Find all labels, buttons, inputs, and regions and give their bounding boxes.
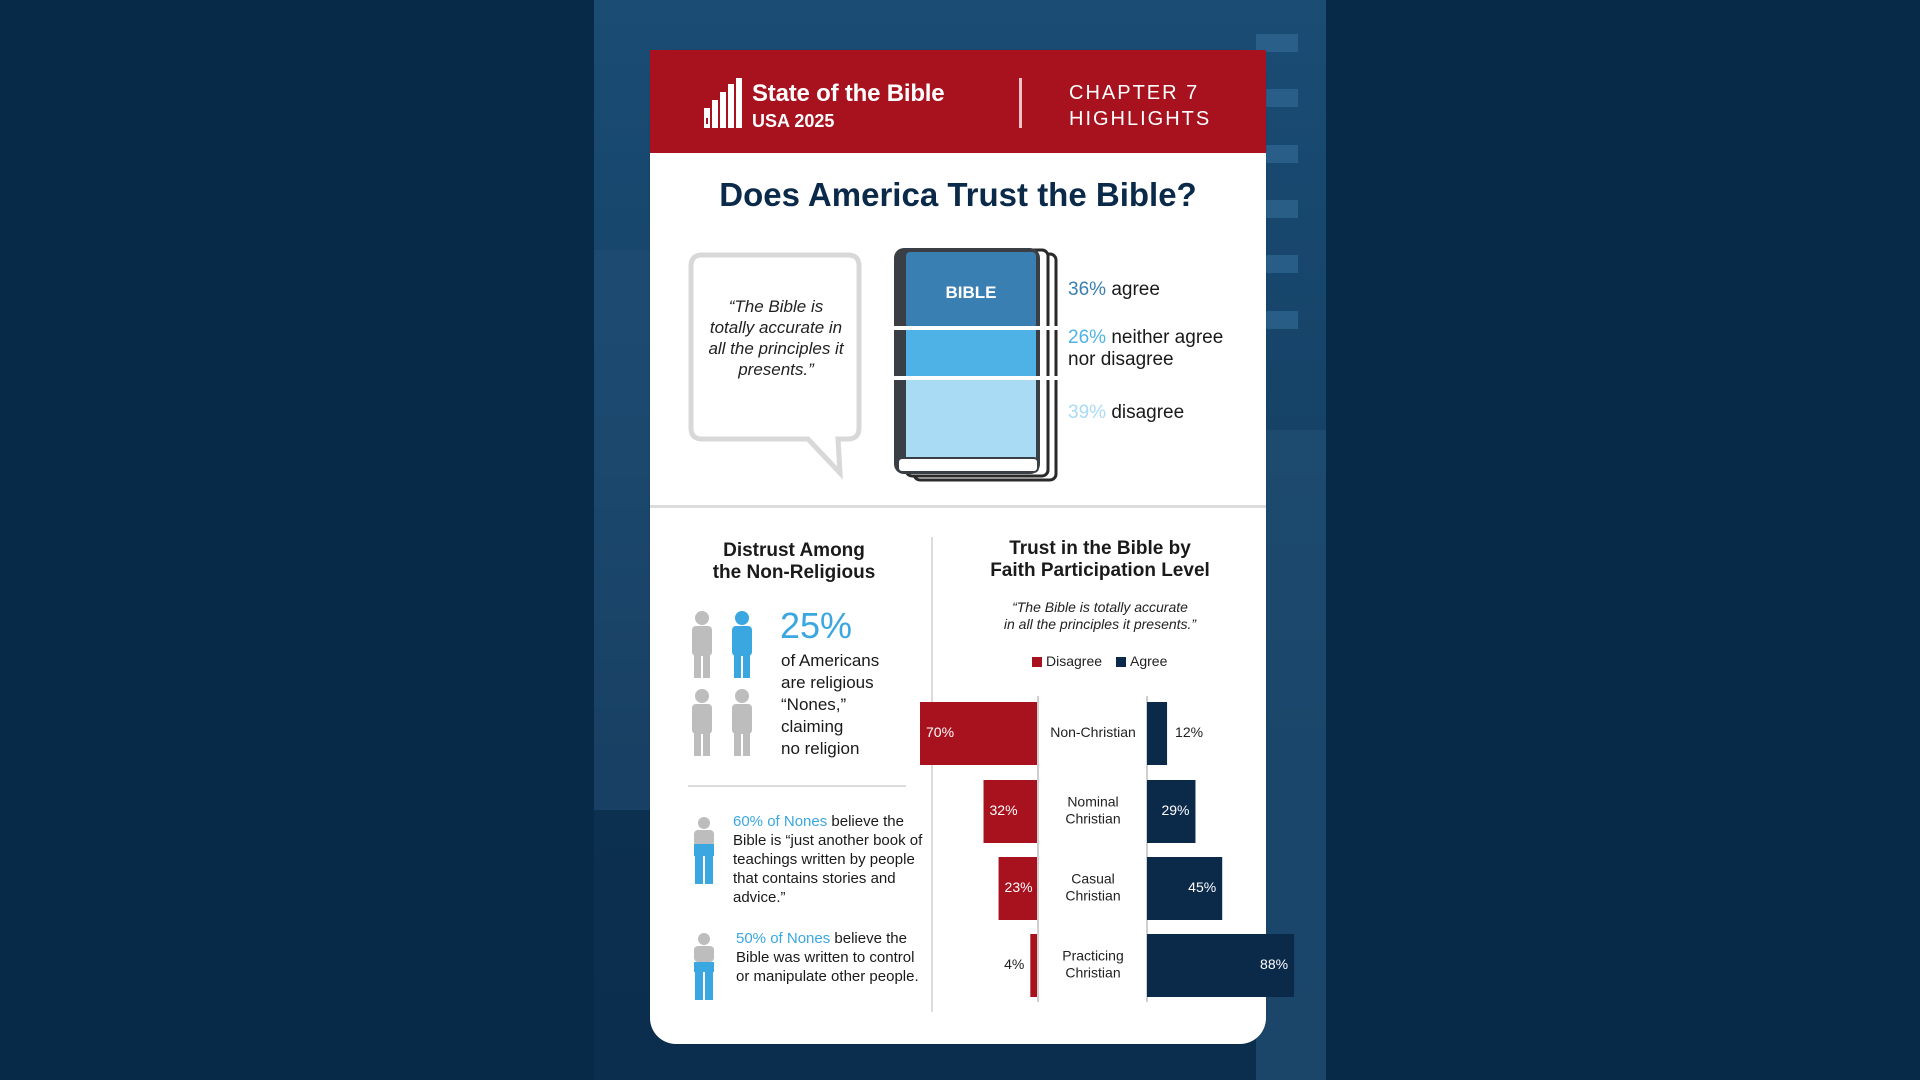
- data-label-agree-3: 88%: [1260, 956, 1289, 973]
- data-label-disagree-1: 32%: [989, 802, 1018, 819]
- category-label-1: Nominal: [1067, 793, 1119, 810]
- stat-label-cont: nor disagree: [1068, 349, 1174, 370]
- belief-highlight: 60% of Nones: [733, 813, 828, 830]
- quote-text: “The Bible is totally accurate in all the principles it presents.”: [708, 297, 844, 379]
- belief-text: believe the Bible was written to control or manipulate other people.: [736, 930, 919, 985]
- category-label-2: Casual: [1071, 870, 1115, 887]
- title-line: Trust in the Bible by: [1009, 538, 1191, 559]
- chapter-line: HIGHLIGHTS: [1069, 108, 1212, 130]
- title-line: Distrust Among: [723, 540, 865, 561]
- text-line: of Americans: [781, 651, 880, 670]
- category-label-1: Christian: [1065, 810, 1121, 827]
- bar-agree-0: [1147, 702, 1167, 765]
- bar-disagree-3: [1030, 934, 1037, 997]
- data-label-disagree-2: 23%: [1004, 879, 1033, 896]
- page-title: Does America Trust the Bible?: [719, 176, 1197, 213]
- text-line: “Nones,”: [781, 695, 847, 714]
- belief-text: believe the Bible is “just another book of teachings written by people that contains stories and advice.”: [733, 813, 923, 906]
- brand-title: State of the Bible: [752, 80, 945, 107]
- data-label-agree-1: 29%: [1161, 802, 1190, 819]
- chapter-line: CHAPTER 7: [1069, 82, 1200, 104]
- legend-label: Disagree: [1046, 653, 1103, 669]
- legend-label: Agree: [1130, 653, 1168, 669]
- data-label-agree-2: 45%: [1188, 879, 1217, 896]
- text-line: are religious: [781, 673, 874, 692]
- infographic-card: [650, 50, 1289, 1044]
- data-label-disagree-3: 4%: [1004, 956, 1025, 973]
- category-label-3: Practicing: [1062, 947, 1124, 964]
- stat-label: agree: [1111, 279, 1160, 300]
- category-label-0: Non-Christian: [1050, 724, 1136, 741]
- faith-participation-chart: [650, 50, 1289, 1044]
- text-line: claiming: [781, 717, 844, 736]
- stat-pct: 36%: [1068, 279, 1107, 300]
- quote-line: in all the principles it presents.”: [1003, 616, 1197, 632]
- nones-percentage: 25%: [780, 605, 853, 646]
- belief-highlight: 50% of Nones: [736, 930, 831, 947]
- stat-label: neither agree: [1111, 327, 1224, 348]
- quote-line: “The Bible is totally accurate: [1012, 599, 1188, 615]
- data-label-agree-0: 12%: [1175, 724, 1204, 741]
- text-line: no religion: [781, 739, 860, 758]
- category-label-2: Christian: [1065, 887, 1121, 904]
- category-label-3: Christian: [1065, 964, 1121, 981]
- bible-label: BIBLE: [945, 283, 997, 302]
- brand-subtitle: USA 2025: [752, 111, 835, 131]
- title-line: the Non-Religious: [712, 562, 876, 583]
- stat-pct: 26%: [1068, 327, 1107, 348]
- stat-label: disagree: [1111, 402, 1185, 423]
- title-line: Faith Participation Level: [990, 560, 1210, 581]
- data-label-disagree-0: 70%: [926, 724, 955, 741]
- stat-pct: 39%: [1068, 402, 1107, 423]
